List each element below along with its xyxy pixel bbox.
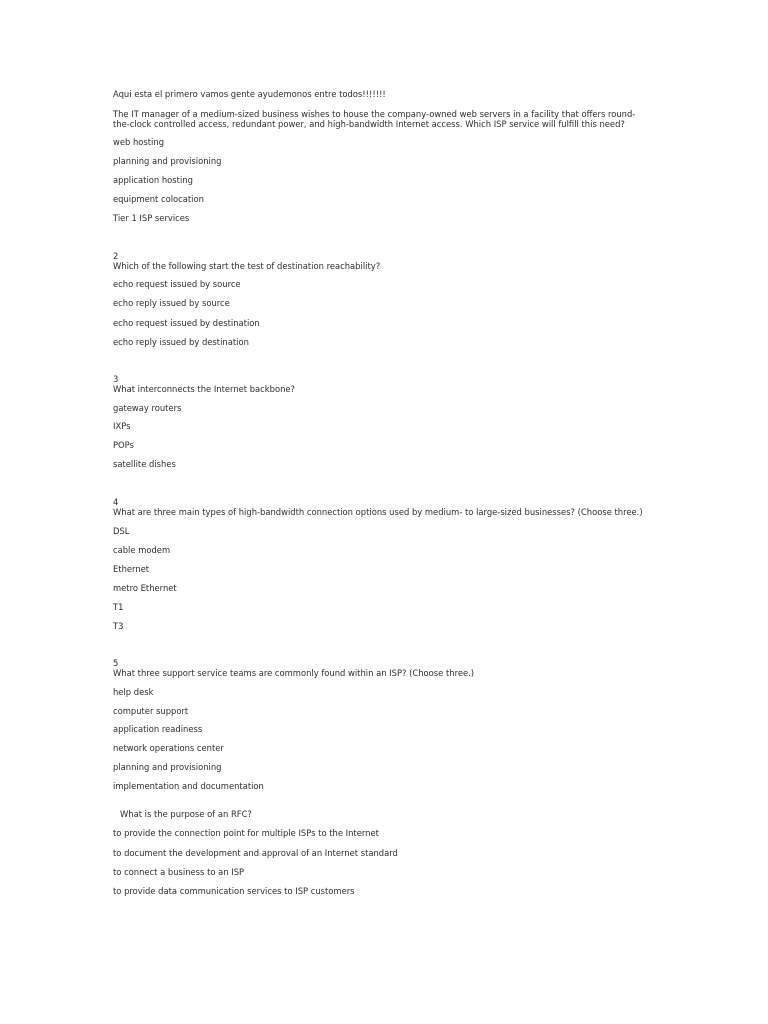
question-4-option-3: Ethernet <box>113 564 150 574</box>
question-2-option-3: echo request issued by destination <box>113 318 260 328</box>
question-4-text: What are three main types of high-bandwidth connection options used by medium- to large-sized businesses? (Choose three.) <box>113 507 643 517</box>
question-1-option-2: planning and provisioning <box>113 156 222 166</box>
question-4-number: 4 <box>113 497 119 507</box>
question-3-number: 3 <box>113 374 119 384</box>
question-4-option-1: DSL <box>113 526 130 536</box>
question-3-option-3: POPs <box>113 440 134 450</box>
question-5-option-2: computer support <box>113 706 189 716</box>
question-1-option-4: equipment colocation <box>113 194 204 204</box>
question-4-option-4: metro Ethernet <box>113 583 177 593</box>
question-4-option-5: T1 <box>113 602 124 612</box>
question-2-option-2: echo reply issued by source <box>113 298 230 308</box>
question-5-option-3: application readiness <box>113 724 203 734</box>
question-2-option-4: echo reply issued by destination <box>113 337 249 347</box>
question-1-option-3: application hosting <box>113 175 193 185</box>
question-3-option-2: IXPs <box>113 421 131 431</box>
question-2-option-1: echo request issued by source <box>113 279 241 289</box>
question-6-option-3: to connect a business to an ISP <box>113 867 245 877</box>
question-1-option-1: web hosting <box>113 137 165 147</box>
question-6-text: What is the purpose of an RFC? <box>120 809 252 819</box>
question-6-option-1: to provide the connection point for multiple ISPs to the Internet <box>113 828 379 838</box>
question-5-number: 5 <box>113 658 119 668</box>
question-4-option-2: cable modem <box>113 545 171 555</box>
intro-text: Aqui esta el primero vamos gente ayudemonos entre todos!!!!!!! <box>113 89 386 99</box>
question-2-text: Which of the following start the test of destination reachability? <box>113 261 381 271</box>
question-3-text: What interconnects the Internet backbone? <box>113 384 295 394</box>
question-5-option-4: network operations center <box>113 743 224 753</box>
question-5-text: What three support service teams are commonly found within an ISP? (Choose three.) <box>113 668 475 678</box>
question-3-option-4: satellite dishes <box>113 459 176 469</box>
question-3-option-1: gateway routers <box>113 403 182 413</box>
question-5-option-5: planning and provisioning <box>113 762 222 772</box>
question-6-option-4: to provide data communication services to ISP customers <box>113 886 355 896</box>
question-2-number: 2 <box>113 251 119 261</box>
question-1-option-5: Tier 1 ISP services <box>113 213 190 223</box>
question-4-option-6: T3 <box>113 621 124 631</box>
question-5-option-6: implementation and documentation <box>113 781 264 791</box>
question-6-option-2: to document the development and approval of an Internet standard <box>113 848 398 858</box>
question-1-text: The IT manager of a medium-sized business wishes to house the company-owned web servers in a facility that offers round-the-clock controlled access, redundant power, and high-bandwidth Internet access. Which ISP service will fulfill this need? <box>113 109 636 129</box>
question-5-option-1: help desk <box>113 687 154 697</box>
